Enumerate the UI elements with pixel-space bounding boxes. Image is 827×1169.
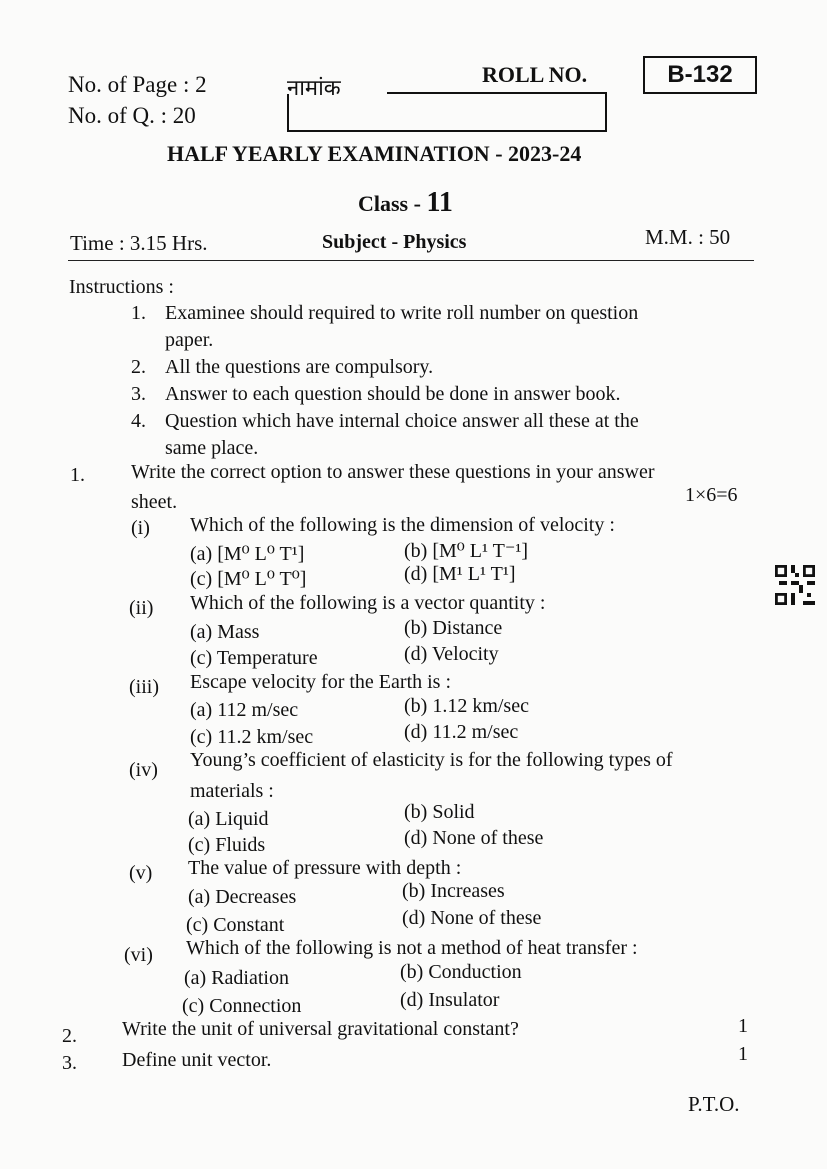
subquestion-number: (ii) [129, 597, 154, 619]
instruction-text-cont: same place. [165, 437, 259, 459]
option-c: (c) Connection [182, 995, 302, 1017]
subquestion-text: Which of the following is not a method of heat transfer : [186, 937, 638, 959]
instruction-text: Answer to each question should be done in answer book. [165, 383, 621, 405]
subquestion-number: (v) [129, 862, 153, 884]
time-allowed: Time : 3.15 Hrs. [70, 231, 208, 255]
question-text-cont: sheet. [131, 491, 178, 513]
instruction-item [131, 410, 639, 433]
page-count: No. of Page : 2 [68, 72, 207, 97]
question-marks: 1 [738, 1015, 748, 1037]
instruction-item [131, 302, 638, 325]
subquestion-number: (iv) [129, 759, 158, 781]
subquestion-number: (iii) [129, 676, 159, 698]
max-marks: M.M. : 50 [645, 225, 731, 249]
instruction-text: Question which have internal choice answer all these at the [165, 410, 639, 432]
subject: Subject - Physics [322, 231, 467, 253]
question-marks: 1×6=6 [685, 484, 738, 506]
instruction-number: 1. [131, 302, 146, 324]
roll-number-label: ROLL NO. [482, 62, 588, 87]
subquestion-text-cont: materials : [190, 780, 274, 802]
subquestion-number: (vi) [124, 944, 153, 966]
option-a: (a) Decreases [188, 886, 297, 908]
option-a: (a) Mass [190, 621, 260, 643]
exam-title: HALF YEARLY EXAMINATION - 2023-24 [167, 141, 582, 166]
instruction-text: Examinee should required to write roll number on question [165, 302, 639, 324]
option-b: (b) Distance [404, 617, 503, 639]
option-b: (b) Increases [402, 880, 505, 902]
instruction-item [131, 383, 620, 406]
option-d: (d) 11.2 m/sec [404, 721, 519, 743]
subquestion-text: The value of pressure with depth : [188, 857, 462, 879]
paper-code-box: B-132 [643, 56, 757, 94]
option-c: (c) [M⁰ L⁰ T⁰] [190, 568, 307, 590]
header-divider [68, 260, 754, 261]
subquestion-text: Young’s coefficient of elasticity is for the following types of [190, 749, 673, 771]
subquestion-text: Escape velocity for the Earth is : [190, 671, 452, 693]
option-b: (b) Conduction [400, 961, 522, 983]
qr-code-icon [775, 565, 815, 605]
option-d: (d) None of these [402, 907, 542, 929]
question-count: No. of Q. : 20 [68, 103, 196, 128]
roll-hindi-label: नामांक [287, 76, 341, 101]
subquestion-text: Which of the following is the dimension of velocity : [190, 514, 615, 536]
question-number: 1. [70, 464, 85, 486]
option-b: (b) 1.12 km/sec [404, 695, 529, 717]
option-d: (d) [M¹ L¹ T¹] [404, 563, 516, 585]
option-c: (c) Constant [186, 914, 285, 936]
instruction-number: 4. [131, 410, 146, 432]
class-label: Class - [358, 191, 427, 216]
option-a: (a) Liquid [188, 808, 269, 830]
question-text: Write the unit of universal gravitational constant? [122, 1018, 519, 1040]
option-d: (d) None of these [404, 827, 544, 849]
option-c: (c) Fluids [188, 834, 266, 856]
instructions-heading: Instructions : [69, 276, 174, 298]
class-line [358, 187, 453, 219]
option-a: (a) 112 m/sec [190, 699, 299, 721]
option-c: (c) Temperature [190, 647, 318, 669]
subquestion-number: (i) [131, 517, 150, 539]
question-text: Write the correct option to answer these questions in your answer [131, 461, 655, 483]
roll-number-input-box[interactable] [287, 94, 607, 132]
subquestion-text: Which of the following is a vector quantity : [190, 592, 546, 614]
question-text: Define unit vector. [122, 1049, 272, 1071]
question-number: 3. [62, 1052, 77, 1074]
instruction-text-cont: paper. [165, 329, 214, 351]
option-c: (c) 11.2 km/sec [190, 726, 314, 748]
class-value: 11 [426, 187, 453, 218]
question-number: 2. [62, 1025, 77, 1047]
option-b: (b) Solid [404, 801, 475, 823]
option-b: (b) [M⁰ L¹ T⁻¹] [404, 540, 529, 562]
instruction-number: 3. [131, 383, 146, 405]
instruction-item [131, 356, 433, 379]
option-a: (a) [M⁰ L⁰ T¹] [190, 543, 305, 565]
option-a: (a) Radiation [184, 967, 289, 989]
option-d: (d) Velocity [404, 643, 499, 665]
instruction-number: 2. [131, 356, 146, 378]
question-marks: 1 [738, 1043, 748, 1065]
option-d: (d) Insulator [400, 989, 500, 1011]
please-turn-over: P.T.O. [688, 1092, 740, 1116]
instruction-text: All the questions are compulsory. [165, 356, 434, 378]
